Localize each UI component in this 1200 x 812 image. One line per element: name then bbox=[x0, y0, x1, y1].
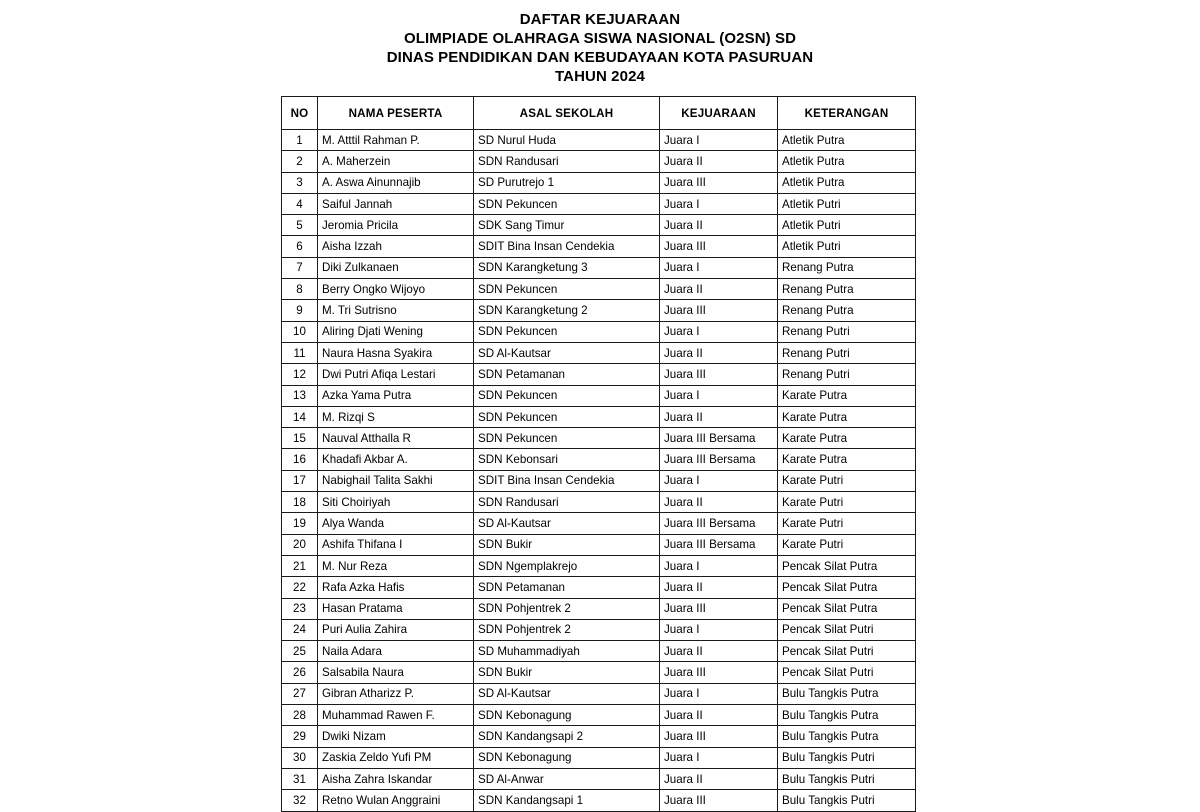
cell-keterangan: Bulu Tangkis Putra bbox=[778, 726, 916, 747]
cell-no: 23 bbox=[282, 598, 318, 619]
cell-nama-peserta: M. Rizqi S bbox=[318, 406, 474, 427]
cell-kejuaraan: Juara I bbox=[660, 683, 778, 704]
cell-nama-peserta: Aisha Izzah bbox=[318, 236, 474, 257]
cell-no: 11 bbox=[282, 342, 318, 363]
cell-nama-peserta: Nabighail Talita Sakhi bbox=[318, 470, 474, 491]
table-row bbox=[282, 534, 916, 555]
cell-kejuaraan: Juara I bbox=[660, 747, 778, 768]
cell-kejuaraan: Juara I bbox=[660, 555, 778, 576]
table-row bbox=[282, 768, 916, 789]
cell-no: 12 bbox=[282, 364, 318, 385]
cell-no: 5 bbox=[282, 215, 318, 236]
cell-no: 29 bbox=[282, 726, 318, 747]
table-row bbox=[282, 300, 916, 321]
cell-no: 27 bbox=[282, 683, 318, 704]
table-row bbox=[282, 449, 916, 470]
table-row bbox=[282, 683, 916, 704]
table-row bbox=[282, 555, 916, 576]
cell-keterangan: Pencak Silat Putri bbox=[778, 662, 916, 683]
cell-nama-peserta: Retno Wulan Anggraini bbox=[318, 790, 474, 811]
cell-asal-sekolah: SD Al-Kautsar bbox=[474, 513, 660, 534]
cell-asal-sekolah: SDIT Bina Insan Cendekia bbox=[474, 470, 660, 491]
cell-kejuaraan: Juara I bbox=[660, 321, 778, 342]
cell-nama-peserta: Dwi Putri Afiqa Lestari bbox=[318, 364, 474, 385]
cell-kejuaraan: Juara III Bersama bbox=[660, 449, 778, 470]
cell-no: 32 bbox=[282, 790, 318, 811]
cell-keterangan: Renang Putri bbox=[778, 342, 916, 363]
cell-kejuaraan: Juara II bbox=[660, 577, 778, 598]
cell-nama-peserta: Aliring Djati Wening bbox=[318, 321, 474, 342]
cell-keterangan: Atletik Putri bbox=[778, 215, 916, 236]
table-row bbox=[282, 641, 916, 662]
cell-keterangan: Bulu Tangkis Putra bbox=[778, 705, 916, 726]
cell-no: 24 bbox=[282, 619, 318, 640]
cell-kejuaraan: Juara II bbox=[660, 768, 778, 789]
cell-keterangan: Atletik Putra bbox=[778, 130, 916, 151]
cell-nama-peserta: Gibran Atharizz P. bbox=[318, 683, 474, 704]
cell-kejuaraan: Juara III bbox=[660, 726, 778, 747]
cell-nama-peserta: Naila Adara bbox=[318, 641, 474, 662]
cell-kejuaraan: Juara I bbox=[660, 619, 778, 640]
cell-asal-sekolah: SDN Karangketung 2 bbox=[474, 300, 660, 321]
cell-no: 10 bbox=[282, 321, 318, 342]
table-row bbox=[282, 662, 916, 683]
table-row bbox=[282, 470, 916, 491]
table-row bbox=[282, 236, 916, 257]
cell-asal-sekolah: SD Purutrejo 1 bbox=[474, 172, 660, 193]
cell-keterangan: Pencak Silat Putra bbox=[778, 598, 916, 619]
column-header-nama-peserta: NAMA PESERTA bbox=[318, 97, 474, 130]
cell-kejuaraan: Juara III bbox=[660, 790, 778, 811]
cell-asal-sekolah: SDIT Bina Insan Cendekia bbox=[474, 236, 660, 257]
cell-keterangan: Atletik Putri bbox=[778, 193, 916, 214]
cell-asal-sekolah: SDN Petamanan bbox=[474, 577, 660, 598]
cell-no: 4 bbox=[282, 193, 318, 214]
cell-keterangan: Pencak Silat Putri bbox=[778, 641, 916, 662]
table-row bbox=[282, 598, 916, 619]
cell-keterangan: Bulu Tangkis Putra bbox=[778, 683, 916, 704]
cell-nama-peserta: Muhammad Rawen F. bbox=[318, 705, 474, 726]
cell-no: 6 bbox=[282, 236, 318, 257]
cell-keterangan: Bulu Tangkis Putri bbox=[778, 768, 916, 789]
column-header-no: NO bbox=[282, 97, 318, 130]
cell-keterangan: Karate Putri bbox=[778, 470, 916, 491]
cell-no: 31 bbox=[282, 768, 318, 789]
table-row bbox=[282, 342, 916, 363]
cell-kejuaraan: Juara II bbox=[660, 279, 778, 300]
cell-no: 2 bbox=[282, 151, 318, 172]
cell-no: 1 bbox=[282, 130, 318, 151]
cell-keterangan: Atletik Putri bbox=[778, 236, 916, 257]
cell-kejuaraan: Juara I bbox=[660, 385, 778, 406]
cell-no: 28 bbox=[282, 705, 318, 726]
table-header-row bbox=[282, 97, 916, 130]
cell-nama-peserta: Naura Hasna Syakira bbox=[318, 342, 474, 363]
cell-keterangan: Bulu Tangkis Putri bbox=[778, 790, 916, 811]
table-body bbox=[282, 130, 916, 812]
cell-no: 17 bbox=[282, 470, 318, 491]
column-header-asal-sekolah: ASAL SEKOLAH bbox=[474, 97, 660, 130]
cell-kejuaraan: Juara II bbox=[660, 492, 778, 513]
cell-keterangan: Renang Putri bbox=[778, 364, 916, 385]
cell-kejuaraan: Juara II bbox=[660, 641, 778, 662]
cell-kejuaraan: Juara III Bersama bbox=[660, 428, 778, 449]
table-row bbox=[282, 151, 916, 172]
cell-asal-sekolah: SDN Kandangsapi 2 bbox=[474, 726, 660, 747]
table-row bbox=[282, 492, 916, 513]
cell-kejuaraan: Juara III Bersama bbox=[660, 513, 778, 534]
table-row bbox=[282, 406, 916, 427]
cell-asal-sekolah: SDK Sang Timur bbox=[474, 215, 660, 236]
cell-no: 26 bbox=[282, 662, 318, 683]
cell-asal-sekolah: SDN Pekuncen bbox=[474, 385, 660, 406]
title-line-2: OLIMPIADE OLAHRAGA SISWA NASIONAL (O2SN) SD bbox=[403, 30, 797, 47]
cell-no: 25 bbox=[282, 641, 318, 662]
cell-keterangan: Pencak Silat Putra bbox=[778, 555, 916, 576]
cell-no: 21 bbox=[282, 555, 318, 576]
cell-asal-sekolah: SDN Kebonagung bbox=[474, 747, 660, 768]
cell-asal-sekolah: SDN Randusari bbox=[474, 151, 660, 172]
cell-nama-peserta: Dwiki Nizam bbox=[318, 726, 474, 747]
cell-asal-sekolah: SDN Kebonagung bbox=[474, 705, 660, 726]
championship-table bbox=[281, 96, 916, 812]
cell-keterangan: Karate Putri bbox=[778, 492, 916, 513]
cell-no: 18 bbox=[282, 492, 318, 513]
cell-no: 9 bbox=[282, 300, 318, 321]
table-row bbox=[282, 364, 916, 385]
cell-keterangan: Karate Putra bbox=[778, 406, 916, 427]
cell-kejuaraan: Juara I bbox=[660, 257, 778, 278]
cell-nama-peserta: A. Aswa Ainunnajib bbox=[318, 172, 474, 193]
cell-no: 16 bbox=[282, 449, 318, 470]
cell-no: 20 bbox=[282, 534, 318, 555]
cell-asal-sekolah: SDN Kandangsapi 1 bbox=[474, 790, 660, 811]
table-row bbox=[282, 385, 916, 406]
cell-nama-peserta: Khadafi Akbar A. bbox=[318, 449, 474, 470]
cell-nama-peserta: Hasan Pratama bbox=[318, 598, 474, 619]
cell-nama-peserta: Berry Ongko Wijoyo bbox=[318, 279, 474, 300]
cell-kejuaraan: Juara I bbox=[660, 193, 778, 214]
cell-keterangan: Karate Putra bbox=[778, 385, 916, 406]
cell-no: 14 bbox=[282, 406, 318, 427]
cell-kejuaraan: Juara II bbox=[660, 705, 778, 726]
cell-no: 13 bbox=[282, 385, 318, 406]
cell-kejuaraan: Juara III bbox=[660, 236, 778, 257]
cell-asal-sekolah: SD Al-Kautsar bbox=[474, 683, 660, 704]
cell-asal-sekolah: SD Muhammadiyah bbox=[474, 641, 660, 662]
cell-kejuaraan: Juara III bbox=[660, 662, 778, 683]
cell-asal-sekolah: SD Al-Anwar bbox=[474, 768, 660, 789]
cell-no: 15 bbox=[282, 428, 318, 449]
cell-nama-peserta: Zaskia Zeldo Yufi PM bbox=[318, 747, 474, 768]
cell-nama-peserta: Aisha Zahra Iskandar bbox=[318, 768, 474, 789]
cell-kejuaraan: Juara III bbox=[660, 300, 778, 321]
cell-nama-peserta: Rafa Azka Hafis bbox=[318, 577, 474, 598]
cell-keterangan: Atletik Putra bbox=[778, 172, 916, 193]
cell-asal-sekolah: SDN Bukir bbox=[474, 662, 660, 683]
cell-no: 22 bbox=[282, 577, 318, 598]
table-row bbox=[282, 513, 916, 534]
cell-asal-sekolah: SDN Pekuncen bbox=[474, 428, 660, 449]
title-line-3: DINAS PENDIDIKAN DAN KEBUDAYAAN KOTA PASURUAN bbox=[386, 49, 814, 66]
table-row bbox=[282, 279, 916, 300]
table-row bbox=[282, 705, 916, 726]
cell-keterangan: Pencak Silat Putra bbox=[778, 577, 916, 598]
table-header bbox=[282, 97, 916, 130]
cell-kejuaraan: Juara III Bersama bbox=[660, 534, 778, 555]
cell-asal-sekolah: SDN Petamanan bbox=[474, 364, 660, 385]
column-header-kejuaraan: KEJUARAAN bbox=[660, 97, 778, 130]
cell-asal-sekolah: SDN Randusari bbox=[474, 492, 660, 513]
cell-nama-peserta: M. Nur Reza bbox=[318, 555, 474, 576]
cell-asal-sekolah: SD Nurul Huda bbox=[474, 130, 660, 151]
cell-keterangan: Karate Putri bbox=[778, 513, 916, 534]
cell-no: 19 bbox=[282, 513, 318, 534]
table-row bbox=[282, 321, 916, 342]
cell-keterangan: Karate Putri bbox=[778, 534, 916, 555]
cell-nama-peserta: Diki Zulkanaen bbox=[318, 257, 474, 278]
cell-asal-sekolah: SDN Ngemplakrejo bbox=[474, 555, 660, 576]
table-row bbox=[282, 577, 916, 598]
cell-asal-sekolah: SDN Pekuncen bbox=[474, 321, 660, 342]
championship-table-container bbox=[281, 96, 915, 812]
cell-asal-sekolah: SDN Karangketung 3 bbox=[474, 257, 660, 278]
cell-keterangan: Renang Putra bbox=[778, 279, 916, 300]
cell-keterangan: Karate Putra bbox=[778, 428, 916, 449]
cell-asal-sekolah: SDN Bukir bbox=[474, 534, 660, 555]
cell-asal-sekolah: SDN Pekuncen bbox=[474, 193, 660, 214]
cell-nama-peserta: Puri Aulia Zahira bbox=[318, 619, 474, 640]
cell-asal-sekolah: SD Al-Kautsar bbox=[474, 342, 660, 363]
cell-kejuaraan: Juara II bbox=[660, 151, 778, 172]
column-header-keterangan: KETERANGAN bbox=[778, 97, 916, 130]
cell-nama-peserta: Nauval Atthalla R bbox=[318, 428, 474, 449]
cell-nama-peserta: A. Maherzein bbox=[318, 151, 474, 172]
table-row bbox=[282, 790, 916, 811]
cell-kejuaraan: Juara II bbox=[660, 406, 778, 427]
cell-keterangan: Karate Putra bbox=[778, 449, 916, 470]
cell-keterangan: Atletik Putra bbox=[778, 151, 916, 172]
table-row bbox=[282, 747, 916, 768]
title-line-4: TAHUN 2024 bbox=[555, 68, 645, 85]
cell-asal-sekolah: SDN Pekuncen bbox=[474, 279, 660, 300]
cell-kejuaraan: Juara I bbox=[660, 130, 778, 151]
cell-kejuaraan: Juara III bbox=[660, 172, 778, 193]
cell-nama-peserta: Jeromia Pricila bbox=[318, 215, 474, 236]
table-row bbox=[282, 619, 916, 640]
cell-kejuaraan: Juara I bbox=[660, 470, 778, 491]
cell-asal-sekolah: SDN Kebonsari bbox=[474, 449, 660, 470]
cell-nama-peserta: Siti Choiriyah bbox=[318, 492, 474, 513]
cell-kejuaraan: Juara II bbox=[660, 342, 778, 363]
cell-nama-peserta: Salsabila Naura bbox=[318, 662, 474, 683]
cell-no: 8 bbox=[282, 279, 318, 300]
cell-keterangan: Pencak Silat Putri bbox=[778, 619, 916, 640]
cell-nama-peserta: M. Tri Sutrisno bbox=[318, 300, 474, 321]
cell-asal-sekolah: SDN Pohjentrek 2 bbox=[474, 598, 660, 619]
table-row bbox=[282, 428, 916, 449]
cell-kejuaraan: Juara III bbox=[660, 598, 778, 619]
cell-no: 30 bbox=[282, 747, 318, 768]
cell-nama-peserta: Saiful Jannah bbox=[318, 193, 474, 214]
document-title-block bbox=[0, 0, 1200, 86]
cell-keterangan: Renang Putra bbox=[778, 257, 916, 278]
cell-no: 7 bbox=[282, 257, 318, 278]
cell-keterangan: Bulu Tangkis Putri bbox=[778, 747, 916, 768]
cell-keterangan: Renang Putra bbox=[778, 300, 916, 321]
cell-nama-peserta: Alya Wanda bbox=[318, 513, 474, 534]
table-row bbox=[282, 215, 916, 236]
cell-nama-peserta: Ashifa Thifana I bbox=[318, 534, 474, 555]
cell-asal-sekolah: SDN Pekuncen bbox=[474, 406, 660, 427]
table-row bbox=[282, 257, 916, 278]
title-line-1: DAFTAR KEJUARAAN bbox=[519, 11, 681, 28]
cell-nama-peserta: M. Atttil Rahman P. bbox=[318, 130, 474, 151]
cell-no: 3 bbox=[282, 172, 318, 193]
table-row bbox=[282, 172, 916, 193]
cell-kejuaraan: Juara III bbox=[660, 364, 778, 385]
cell-asal-sekolah: SDN Pohjentrek 2 bbox=[474, 619, 660, 640]
cell-nama-peserta: Azka Yama Putra bbox=[318, 385, 474, 406]
table-row bbox=[282, 193, 916, 214]
table-row bbox=[282, 130, 916, 151]
cell-kejuaraan: Juara II bbox=[660, 215, 778, 236]
cell-keterangan: Renang Putri bbox=[778, 321, 916, 342]
table-row bbox=[282, 726, 916, 747]
